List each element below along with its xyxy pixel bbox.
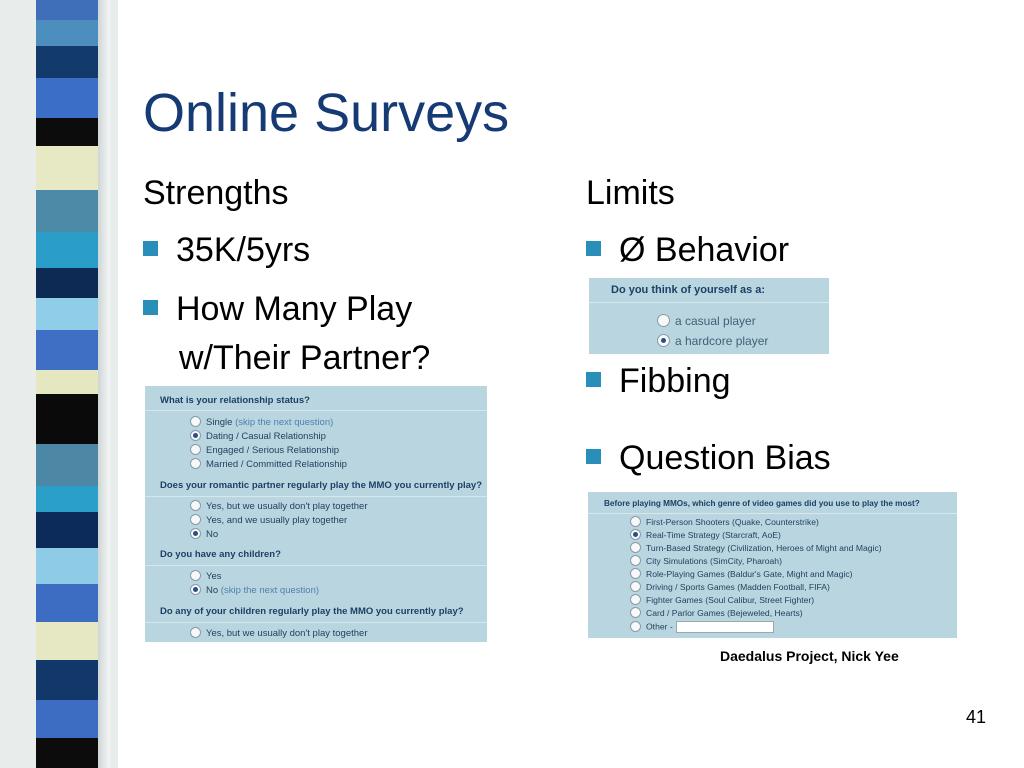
survey-option[interactable]: Dating / Casual Relationship: [190, 431, 326, 442]
radio-icon[interactable]: [657, 314, 670, 327]
stripe-band: [36, 512, 98, 548]
radio-icon[interactable]: [630, 594, 641, 605]
survey-option[interactable]: Yes, and we usually play together: [190, 515, 347, 526]
stripe-band: [36, 46, 98, 78]
radio-icon[interactable]: [630, 581, 641, 592]
survey-option[interactable]: a hardcore player: [657, 334, 768, 348]
survey-question: Does your romantic partner regularly play the MMO you currently play?: [160, 480, 483, 491]
survey-question: What is your relationship status?: [160, 395, 310, 406]
survey-option[interactable]: Yes, but we usually don't play together: [190, 628, 368, 639]
survey-option[interactable]: No: [190, 529, 218, 540]
survey-question: Do you think of yourself as a:: [611, 284, 766, 296]
radio-icon[interactable]: [630, 621, 641, 632]
radio-icon[interactable]: [190, 458, 201, 469]
bullet-square-icon: [143, 241, 158, 256]
radio-icon[interactable]: [630, 516, 641, 527]
survey-question: Before playing MMOs, which genre of video games did you use to play the most?: [604, 499, 920, 508]
radio-icon[interactable]: [190, 416, 201, 427]
limit-bullet: [586, 361, 731, 401]
decorative-stripe: [0, 0, 118, 768]
relationship-survey-panel: [145, 386, 487, 642]
stripe-band: [36, 394, 98, 444]
radio-icon[interactable]: [190, 500, 201, 511]
radio-selected-icon[interactable]: [190, 528, 201, 539]
bullet-square-icon: [586, 449, 601, 464]
bullet-text: How Many Play: [176, 290, 413, 328]
stripe-band: [36, 232, 98, 268]
radio-icon[interactable]: [190, 570, 201, 581]
player-type-survey-panel: [589, 278, 829, 354]
radio-icon[interactable]: [630, 568, 641, 579]
radio-icon[interactable]: [630, 607, 641, 618]
stripe-band: [36, 190, 98, 232]
stripe-band: [36, 584, 98, 622]
strength-bullet-continued: [179, 338, 430, 378]
survey-option[interactable]: Engaged / Serious Relationship: [190, 445, 339, 456]
strengths-heading: Strengths: [143, 174, 289, 212]
radio-icon[interactable]: [190, 627, 201, 638]
survey-option[interactable]: Yes, but we usually don't play together: [190, 501, 368, 512]
stripe-band: [36, 118, 98, 146]
stripe-band: [36, 298, 98, 330]
stripe-band: [36, 548, 98, 584]
radio-selected-icon[interactable]: [190, 584, 201, 595]
survey-option[interactable]: Card / Parlor Games (Bejeweled, Hearts): [630, 608, 803, 619]
radio-icon[interactable]: [190, 514, 201, 525]
survey-option[interactable]: City Simulations (SimCity, Pharoah): [630, 556, 782, 567]
bullet-text: Fibbing: [619, 362, 731, 400]
survey-option[interactable]: Turn-Based Strategy (Civilization, Heroes of Might and Magic): [630, 543, 882, 554]
survey-option[interactable]: Fighter Games (Soul Calibur, Street Fighter): [630, 595, 814, 606]
stripe-band: [36, 622, 98, 660]
stripe-band: [36, 700, 98, 738]
bullet-text: w/Their Partner?: [179, 339, 431, 377]
stripe-band: [36, 370, 98, 394]
bullet-square-icon: [143, 300, 158, 315]
bullet-text: Ø Behavior: [619, 231, 790, 269]
survey-option[interactable]: Real-Time Strategy (Starcraft, AoE): [630, 530, 781, 541]
bullet-text: 35K/5yrs: [176, 231, 311, 269]
radio-icon[interactable]: [190, 444, 201, 455]
genre-survey-panel: [588, 492, 957, 638]
survey-option[interactable]: a casual player: [657, 314, 756, 328]
survey-option[interactable]: Yes: [190, 571, 222, 582]
stripe-band: [36, 330, 98, 370]
limit-bullet: [586, 230, 789, 270]
radio-selected-icon[interactable]: [630, 529, 641, 540]
stripe-band: [36, 486, 98, 512]
survey-question: Do you have any children?: [160, 549, 281, 560]
survey-option[interactable]: Driving / Sports Games (Madden Football, FIFA): [630, 582, 830, 593]
limit-bullet: [586, 438, 831, 478]
other-text-field[interactable]: [676, 621, 774, 633]
radio-icon[interactable]: [630, 542, 641, 553]
survey-option[interactable]: First-Person Shooters (Quake, Counterstrike): [630, 517, 819, 528]
stripe-band: [36, 146, 98, 190]
radio-icon[interactable]: [630, 555, 641, 566]
stripe-band: [36, 444, 98, 486]
strength-bullet: [143, 289, 412, 329]
survey-option[interactable]: Married / Committed Relationship: [190, 459, 347, 470]
page-number: 41: [966, 707, 987, 727]
radio-selected-icon[interactable]: [190, 430, 201, 441]
survey-option[interactable]: Role-Playing Games (Baldur's Gate, Might and Magic): [630, 569, 853, 580]
source-credit: Daedalus Project, Nick Yee: [720, 648, 899, 664]
bullet-square-icon: [586, 372, 601, 387]
stripe-band: [36, 660, 98, 700]
survey-option[interactable]: Single (skip the next question): [190, 417, 333, 428]
strength-bullet: [143, 230, 310, 270]
stripe-shadow: [98, 0, 110, 768]
survey-question: Do any of your children regularly play the MMO you currently play?: [160, 606, 464, 617]
radio-selected-icon[interactable]: [657, 334, 670, 347]
stripe-band: [36, 268, 98, 298]
stripe-band: [36, 20, 98, 46]
bullet-square-icon: [586, 241, 601, 256]
survey-option[interactable]: Other -: [630, 621, 774, 633]
stripe-band: [36, 738, 98, 768]
survey-option[interactable]: No (skip the next question): [190, 585, 319, 596]
limits-heading: Limits: [586, 174, 675, 212]
stripe-band: [36, 78, 98, 118]
slide-title: Online Surveys: [143, 83, 510, 143]
stripe-band: [36, 0, 98, 20]
bullet-text: Question Bias: [619, 439, 831, 477]
